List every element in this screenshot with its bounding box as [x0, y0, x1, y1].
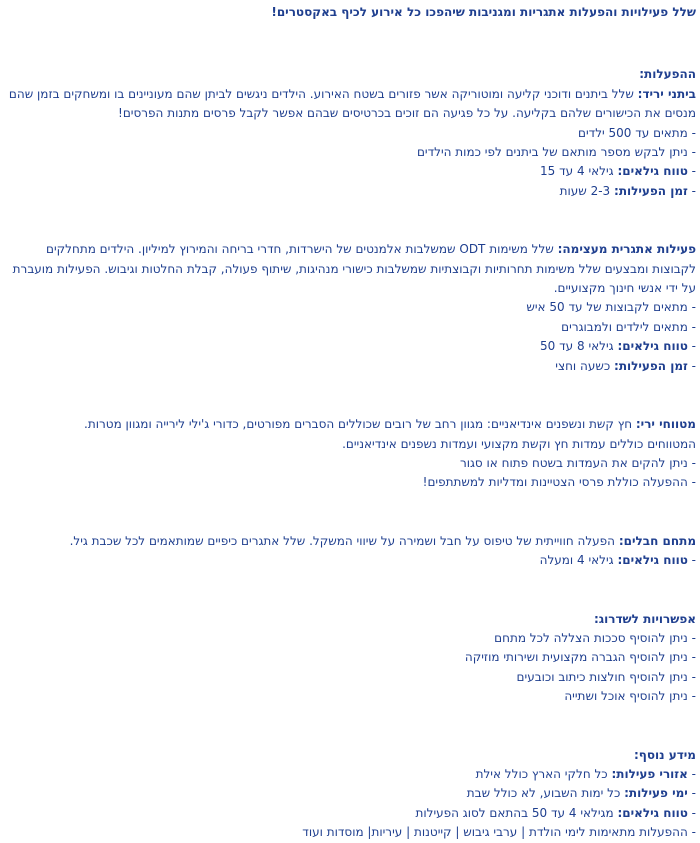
list-item: - מתאים לקבוצות של עד 50 איש [526, 300, 696, 315]
challenge-text: שלל משימות ODT שמשלבות אלמנטים של הישרדות, חדרי בריחה והמירוץ למיליון. הילדים מתחלקים לקבוצות ומבצעים שלל משימות תחרותיות וקבוצתיות שמשלבות כישורי מנהיגות, שיתוף פעולה, קבלת החלטות וגיבוש. הפעילות מועברת על ידי אנשי חינוך מקצועיים. [12, 242, 696, 296]
list-item: - טווח גילאים: מגילאי 4 עד 50 בהתאם לסוג הפעילות [415, 805, 696, 820]
list-item-text: מתאים לילדים ולמבוגרים [561, 319, 688, 334]
age-range-value: גילאי 4 ומעלה [539, 553, 618, 568]
spacer [8, 707, 696, 746]
list-item: - ניתן להוסיף חולצות כיתוב וכובעים [516, 669, 696, 684]
shooting-description [8, 415, 696, 434]
days-value: כל ימות השבוע, לא כולל שבת [466, 786, 625, 801]
section-upgrades [8, 610, 696, 707]
list-item-text: מתאים עד 500 ילדים [578, 125, 688, 140]
list-item: - זמן הפעילות: 2-3 שעות [559, 183, 696, 198]
section-shooting-ranges [8, 415, 696, 493]
days-label: ימי פעילות: [624, 786, 688, 801]
list-item: - מתאים לילדים ולמבוגרים [561, 319, 696, 334]
section-more-info [8, 746, 696, 843]
spacer [8, 376, 696, 415]
fair-booths-description [8, 85, 696, 124]
list-item: - ימי פעילות: כל ימות השבוע, לא כולל שבת [466, 786, 696, 801]
activities-heading: ההפעלות: [639, 67, 696, 82]
ropes-text: הפעלה חווייתית של טיפוס על חבל ושמירה על שיווי המשקל. שלל אתגרים כיפיים שמותאמים לכל שכבת גיל. [69, 533, 619, 548]
list-item-text: ניתן להוסיף אוכל ושתייה [564, 689, 688, 704]
list-item-text: ניתן להוסיף חולצות כיתוב וכובעים [516, 669, 688, 684]
list-item-text: מתאים לקבוצות של עד 50 איש [526, 300, 688, 315]
age-range-value: גילאי 4 עד 15 [540, 164, 618, 179]
age-range-value: גילאי 8 עד 50 [540, 339, 618, 354]
list-item: - ניתן להוסיף סככות הצללה לכל מתחם [494, 630, 696, 645]
spacer [8, 201, 696, 240]
list-item-text: ניתן להוסיף סככות הצללה לכל מתחם [494, 630, 688, 645]
areas-value: כל חלקי הארץ כולל אילת [475, 766, 612, 781]
duration-value: כשעה וחצי [555, 358, 615, 373]
list-item: - מתאים עד 500 ילדים [578, 125, 696, 140]
suitable-for-text: ההפעלות מתאימות לימי הולדת | ערבי גיבוש | קייטנות | עיריות| מוסדות ועוד [302, 825, 688, 840]
list-item-text: ההפעלה כוללת פרסי הצטיינות ומדליות למשתתפים! [422, 475, 688, 490]
duration-label: זמן הפעילות: [614, 358, 688, 373]
fair-booths-title: ביתני יריד: [637, 86, 696, 101]
list-item: - ההפעלה כוללת פרסי הצטיינות ומדליות למשתתפים! [422, 475, 696, 490]
list-item-text: ניתן להוסיף הגברה מקצועית ושירותי מוזיקה [464, 650, 688, 665]
ropes-description [8, 532, 696, 551]
fair-booths-text: שלל ביתנים ודוכני קליעה ומוטוריקה אשר פזורים בשטח האירוע. הילדים ניגשים לביתן שהם מעוניינים בו ומשחקים בזמן שהם מנסים את הכישורים שלהם בקליעה. על כל פגיעה הם זוכים בכרטיסים שבהם אפשר לקבל פרסים מתנות הפרסים! [8, 86, 696, 121]
challenge-title: פעילות אתגרית מעצימה: [557, 242, 696, 257]
age-range-label: טווח גילאים: [617, 339, 688, 354]
shooting-text: חץ קשת ונשפנים אינדיאניים: מגוון רחב של רובים שכוללים הסברים מפורטים, כדורי ג'ילי לירייה ומגוון מטרות. [84, 417, 636, 432]
list-item: - זמן הפעילות: כשעה וחצי [555, 358, 696, 373]
list-item: - טווח גילאים: גילאי 4 עד 15 [540, 164, 696, 179]
list-item: - טווח גילאים: גילאי 8 עד 50 [540, 339, 696, 354]
list-item: - ההפעלות מתאימות לימי הולדת | ערבי גיבוש | קייטנות | עיריות| מוסדות ועוד [302, 825, 696, 840]
ropes-title: מתחם חבלים: [618, 533, 696, 548]
areas-label: אזורי פעילות: [611, 766, 688, 781]
list-item-text: ניתן לבקש מספר מותאם של ביתנים לפי כמות הילדים [416, 145, 688, 160]
list-item: - ניתן לבקש מספר מותאם של ביתנים לפי כמות הילדים [416, 145, 696, 160]
age-range-label: טווח גילאים: [617, 805, 688, 820]
age-range-value: מגילאי 4 עד 50 בהתאם לסוג הפעילות [415, 805, 618, 820]
info-heading: מידע נוסף: [633, 747, 696, 762]
section-fair-booths [8, 65, 696, 201]
spacer [8, 22, 696, 65]
list-item: - ניתן להוסיף אוכל ושתייה [564, 689, 696, 704]
upgrades-heading: אפשרויות לשדרוג: [593, 611, 696, 626]
duration-value: 2-3 שעות [559, 183, 615, 198]
intro-text: שלל פעילויות והפעלות אתגריות ומגניבות שיהפכו כל אירוע לכיף באקסטרים! [271, 5, 696, 19]
age-range-label: טווח גילאים: [617, 553, 688, 568]
age-range-label: טווח גילאים: [617, 164, 688, 179]
list-item: - ניתן להוסיף הגברה מקצועית ושירותי מוזיקה [464, 650, 696, 665]
shooting-text-2: המטווחים כוללים עמדות חץ וקשת מקצועי ועמדות נשפנים אינדיאניים. [342, 436, 696, 451]
list-item: - טווח גילאים: גילאי 4 ומעלה [539, 553, 696, 568]
list-item: - ניתן להקים את העמדות בשטח פתוח או סגור [459, 455, 696, 470]
list-item: - אזורי פעילות: כל חלקי הארץ כולל אילת [475, 766, 696, 781]
section-ropes-course [8, 532, 696, 571]
duration-label: זמן הפעילות: [614, 183, 688, 198]
spacer [8, 493, 696, 532]
spacer [8, 571, 696, 610]
section-challenge-activity [8, 240, 696, 376]
shooting-title: מטווחי ירי: [635, 417, 696, 432]
challenge-description [8, 240, 696, 298]
list-item-text: ניתן להקים את העמדות בשטח פתוח או סגור [459, 455, 688, 470]
